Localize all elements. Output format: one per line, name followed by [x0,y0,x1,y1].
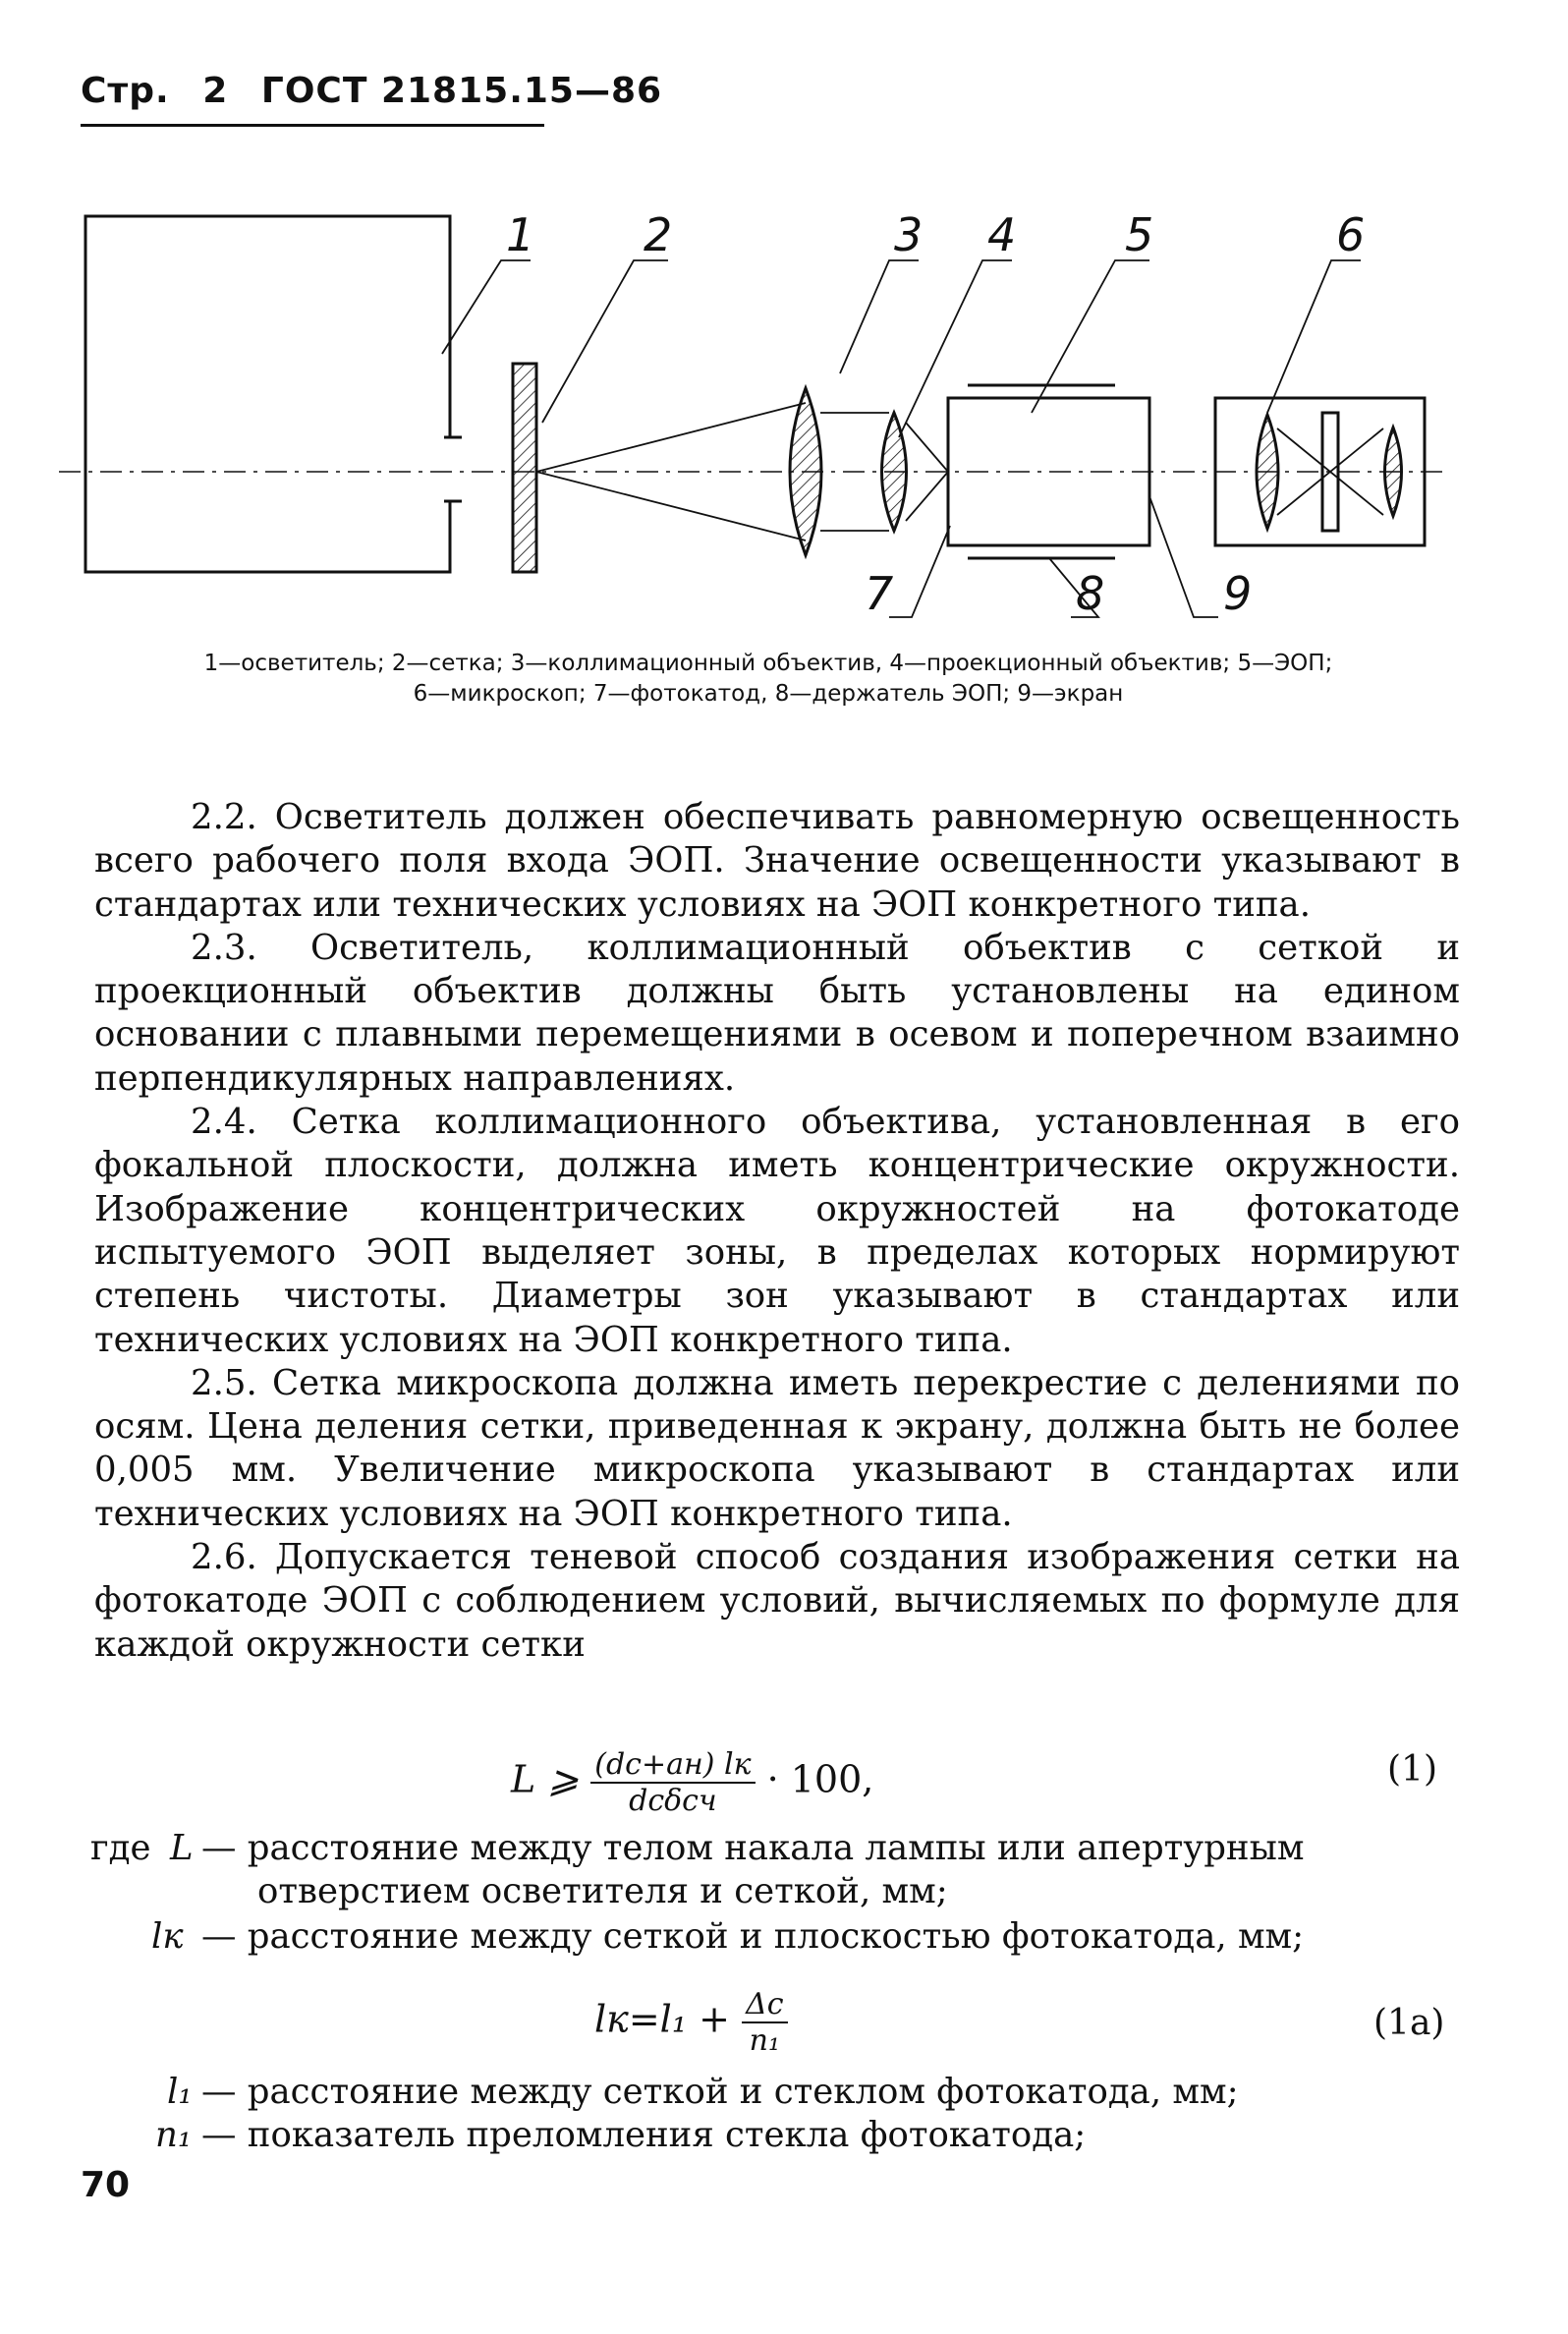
label-7: 7 [865,567,894,620]
label-4: 4 [987,208,1017,261]
def-lk-text: — расстояние между сеткой и плоскостью фотокатода, мм; [201,1916,1305,1957]
equation-number-1a: (1a) [1373,2003,1445,2043]
paragraph-2-5: 2.5. Сетка микроскопа должна иметь перекрестие с делениями по осям. Цена деления сетки, приведенная к экрану, должна быть не более 0,005 мм. Увеличение микроскопа указывают в стандартах или технических условиях на ЭОП конкретного типа. [94,1362,1460,1534]
formula-1a-denominator: n₁ [749,2023,780,2058]
formula-1-lhs: L ⩾ [511,1757,580,1801]
formula-1a [594,1987,788,2058]
leader-3 [840,260,919,373]
label-9: 9 [1223,567,1253,620]
caption-line-2: 6—микроскоп; 7—фотокатод, 8—держатель ЭОП; 9—экран [413,681,1124,707]
leader-5 [1032,260,1149,413]
standard-number: ГОСТ 21815.15—86 [260,71,663,111]
illuminator [85,216,450,572]
formula-1-tail: · 100, [766,1757,874,1801]
leader-9 [1149,496,1218,617]
reticle [513,364,536,572]
formula-1 [511,1747,873,1818]
def-l1-text: — расстояние между сеткой и стеклом фотокатода, мм; [201,2072,1239,2112]
def-where: где [90,1828,151,1868]
label-5: 5 [1125,208,1154,261]
label-2: 2 [644,208,673,261]
label-6: 6 [1336,208,1366,261]
paragraph-2-2: 2.2. Осветитель должен обеспечивать равномерную освещенность всего рабочего поля входа ЭОП. Значение освещенности указывают в стандартах или технических условиях на ЭОП конкретного типа. [94,797,1460,925]
figure-caption [81,649,1456,710]
formula-1-numerator: (dс+aн) lк [590,1747,755,1784]
formula-1-denominator: dсδсч [629,1784,717,1818]
equation-number-1: (1) [1387,1749,1437,1790]
def-n1-symbol: n₁ [155,2115,193,2155]
formula-1a-fraction [742,1987,787,2058]
def-L-text-cont: отверстием осветителя и сеткой, мм; [257,1871,948,1911]
caption-line-1: 1—осветитель; 2—сетка; 3—коллимационный объектив, 4—проекционный объектив; 5—ЭОП; [203,651,1333,676]
label-8: 8 [1076,567,1105,620]
page-no: 2 [202,71,229,111]
def-n1-text: — показатель преломления стекла фотокатода; [201,2115,1087,2155]
collimator-lens [790,388,821,555]
paragraph-2-6: 2.6. Допускается теневой способ создания изображения сетки на фотокатоде ЭОП с соблюдением условий, вычисляемых по формуле для каждой окружности сетки [94,1537,1460,1665]
page-label: Стр. [81,71,170,111]
leader-6 [1267,260,1361,413]
label-3: 3 [894,208,924,261]
def-l1-symbol: l₁ [167,2072,193,2112]
paragraph-2-4: 2.4. Сетка коллимационного объектива, установленная в его фокальной плоскости, должна иметь концентрические окружности. Изображение концентрических окружностей на фотокатоде испытуемого ЭОП выделяет зоны, в пределах которых нормируют степень чистоты. Диаметры зон указывают в стандартах или технических условиях на ЭОП конкретного типа. [94,1102,1460,1360]
formula-1-fraction [590,1747,755,1818]
leader-7 [889,526,950,617]
body-text [94,796,1460,1667]
formula-1a-lhs: lк=l₁ + [594,1997,730,2041]
label-1: 1 [506,208,535,261]
def-lk-symbol: lк [151,1916,184,1957]
paragraph-2-3: 2.3. Осветитель, коллимационный объектив с сеткой и проекционный объектив должны быть установлены на едином основании с плавными перемещениями в осевом и поперечном взаимно перпендикулярных направлениях. [94,927,1460,1099]
def-L-text: — расстояние между телом накала лампы или апертурным [201,1828,1305,1868]
page-number: 70 [81,2165,131,2205]
optical-scheme-figure [0,0,1568,649]
leader-4 [899,260,1012,437]
formula-1a-numerator: Δc [742,1987,787,2023]
def-L-symbol: L [170,1828,194,1868]
leader-1 [442,260,531,354]
leader-2 [542,260,668,423]
